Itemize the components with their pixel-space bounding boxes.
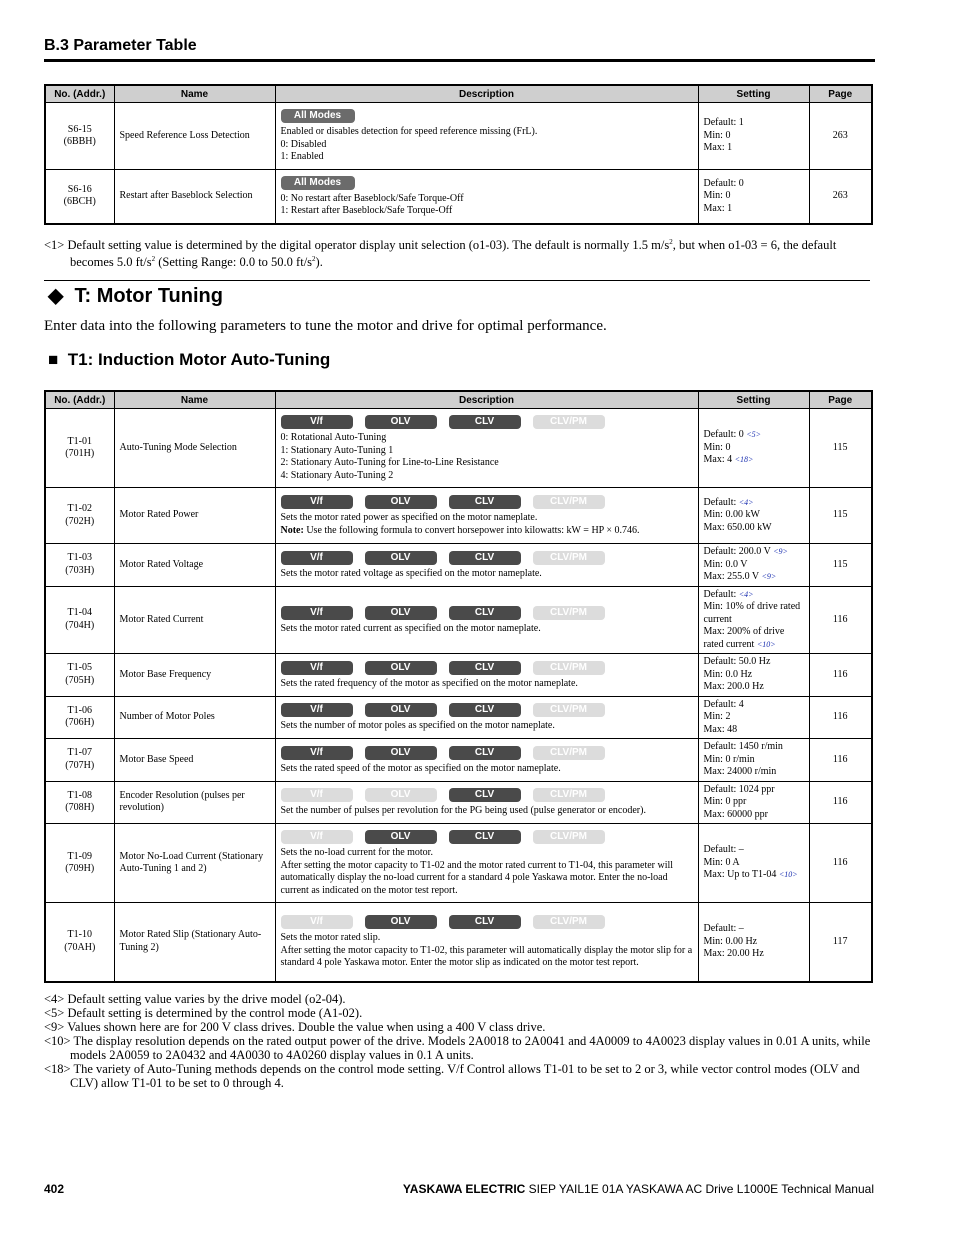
header-description: Description [275, 391, 698, 409]
setting-text: Default: – [703, 923, 744, 934]
param-number-cell [45, 488, 114, 544]
control-mode-badges [281, 415, 693, 429]
mode-badge-clv: CLV [449, 915, 521, 929]
control-mode-badges [281, 703, 693, 717]
param-number: T1-03 [67, 552, 92, 564]
header-page: Page [809, 391, 872, 409]
setting-text: Max: Up to T1-04 [703, 869, 779, 881]
setting-text: Min: 10% of drive rated current [703, 601, 801, 625]
param-setting [698, 696, 809, 739]
param-address: (707H) [65, 759, 95, 771]
mode-badge-clv: CLV [449, 830, 521, 844]
footnote-1-mid2: (Setting Range: 0.0 to 50.0 ft/s [155, 255, 313, 270]
mode-badge-olv: OLV [365, 915, 437, 929]
description-line: 0: Disabled [280, 138, 327, 150]
mode-badge-v-f: V/f [281, 830, 353, 844]
setting-line [704, 429, 804, 442]
superscript: 2 [151, 255, 156, 264]
param-description [275, 409, 698, 488]
header-name: Name [114, 391, 275, 409]
square-bullet-icon: ■ [48, 350, 59, 369]
control-mode-badges [281, 606, 693, 620]
description-line: 1: Restart after Baseblock/Safe Torque-Off [280, 205, 453, 217]
param-description [275, 544, 698, 587]
footnote: <9> Values shown here are for 200 V class drives. Double the value when using a 400 V class drive. [44, 1020, 546, 1034]
param-number-cell [45, 170, 114, 224]
divider [44, 280, 870, 281]
description-line: Set the number of pulses per revolution for the PG being used (pulse generator or encoder). [280, 805, 646, 816]
param-setting [698, 170, 809, 224]
param-number: T1-04 [67, 607, 92, 619]
intro-text: Enter data into the following parameters to tune the motor and drive for optimal performance. [44, 318, 607, 334]
param-page: 116 [809, 739, 872, 782]
diamond-icon: ◆ [48, 285, 64, 307]
setting-line [704, 601, 804, 626]
setting-text: Min: 0.0 Hz [703, 668, 753, 680]
param-number-cell [45, 903, 114, 982]
param-address: (703H) [65, 564, 95, 576]
mode-badge-v-f: V/f [281, 661, 353, 675]
setting-line [704, 656, 804, 669]
param-setting [698, 409, 809, 488]
setting-text: Min: 0 r/min [703, 753, 755, 765]
setting-text: Max: 4 [703, 454, 735, 466]
section-title: B.3 Parameter Table [44, 37, 197, 54]
control-mode-badges [281, 915, 693, 929]
param-description [275, 696, 698, 739]
param-setting [698, 903, 809, 982]
mode-badge-v-f: V/f [281, 495, 353, 509]
param-name: Speed Reference Loss Detection [114, 103, 275, 170]
table-row [45, 739, 872, 782]
description-line: 0: No restart after Baseblock/Safe Torque-Off [280, 192, 464, 204]
setting-line [704, 509, 804, 522]
footnote-ref: <9> [761, 572, 777, 581]
table-row [45, 488, 872, 544]
param-description [275, 170, 698, 224]
param-number: T1-06 [67, 704, 92, 716]
control-mode-badges [281, 746, 693, 760]
footer-doc: SIEP YAIL1E 01A YASKAWA AC Drive L1000E Technical Manual [525, 1182, 874, 1196]
setting-line [704, 711, 804, 724]
mode-badge-clv-pm: CLV/PM [533, 606, 605, 620]
mode-badge-clv: CLV [449, 495, 521, 509]
setting-line [704, 724, 804, 737]
mode-badge-clv-pm: CLV/PM [533, 746, 605, 760]
footnote-ref: <4> [738, 589, 754, 599]
setting-line [704, 571, 804, 584]
param-name: Motor Base Frequency [114, 654, 275, 697]
header-setting: Setting [698, 85, 809, 103]
footnote-ref: <10> [778, 870, 798, 880]
param-page: 116 [809, 586, 872, 654]
param-setting [698, 824, 809, 903]
t1-subsection-heading [48, 350, 330, 370]
description-line: Sets the motor rated voltage as specified on the motor nameplate. [280, 567, 542, 579]
param-number: T1-05 [67, 662, 92, 674]
mode-badge-clv-pm: CLV/PM [533, 661, 605, 675]
param-description [275, 739, 698, 782]
footnote-ref: <5> [746, 430, 762, 440]
footnote-1-end: ). [315, 255, 323, 270]
mode-badge-olv: OLV [365, 788, 437, 802]
mode-badge-clv: CLV [449, 661, 521, 675]
param-name: Restart after Baseblock Selection [114, 170, 275, 224]
description-line: Sets the motor rated power as specified on the motor nameplate. [280, 512, 538, 523]
param-page: 117 [809, 903, 872, 982]
setting-text: Default: 0 [703, 429, 747, 441]
t-section-heading [48, 283, 223, 308]
setting-text: Default: [703, 496, 739, 508]
setting-line [704, 869, 804, 882]
setting-line [704, 784, 804, 797]
setting-text: Min: 0.0 V [703, 558, 748, 570]
setting-line [704, 699, 804, 712]
mode-badge-olv: OLV [365, 661, 437, 675]
param-description [275, 586, 698, 654]
mode-badge-clv-pm: CLV/PM [533, 415, 605, 429]
param-setting [698, 654, 809, 697]
param-address: (70AH) [64, 941, 96, 953]
footnotes [44, 992, 874, 1090]
header-description: Description [275, 85, 698, 103]
param-number: T1-10 [67, 929, 92, 941]
setting-line [704, 454, 804, 467]
param-setting [698, 739, 809, 782]
page-number: 402 [44, 1182, 65, 1196]
description-line: After setting the motor capacity to T1-02 and the motor rated current to T1-04, this parameter will automatically display the no-load current for a standard 4 pole Yaskawa motor. Enter the no-load current as indicated on the motor test report. [280, 859, 674, 896]
mode-badge-v-f: V/f [281, 788, 353, 802]
param-number: T1-07 [67, 747, 92, 759]
param-setting [698, 544, 809, 587]
description-note [281, 525, 693, 538]
setting-line: Max: 1 [703, 202, 733, 214]
param-name: Motor No-Load Current (Stationary Auto-Tuning 1 and 2) [114, 824, 275, 903]
param-address: (704H) [65, 619, 95, 631]
mode-badge-clv: CLV [449, 415, 521, 429]
setting-line [704, 589, 804, 602]
setting-line [704, 522, 804, 535]
param-setting [698, 586, 809, 654]
param-page: 116 [809, 781, 872, 824]
setting-line [704, 497, 804, 510]
param-number-cell [45, 586, 114, 654]
description-line: Sets the no-load current for the motor. [280, 847, 433, 858]
table-row [45, 654, 872, 697]
control-mode-badges [281, 830, 693, 844]
setting-text: Max: 255.0 V [703, 571, 762, 582]
note-label: Note: [280, 524, 304, 536]
param-description [275, 824, 698, 903]
param-page: 116 [809, 654, 872, 697]
table-row [45, 824, 872, 903]
setting-line: Default: 0 [703, 177, 744, 189]
setting-text: Default: 1024 ppr [703, 783, 775, 795]
description-line: Sets the rated frequency of the motor as specified on the motor nameplate. [280, 677, 578, 689]
control-mode-badges [281, 551, 693, 565]
footnote-ref: <18> [734, 455, 754, 465]
setting-text: Default: 200.0 V [703, 546, 774, 557]
setting-text: Min: 2 [703, 711, 731, 722]
setting-line [704, 559, 804, 572]
param-description [275, 103, 698, 170]
mode-badge-clv-pm: CLV/PM [533, 703, 605, 717]
param-page: 263 [809, 170, 872, 224]
t1-subsection-title: T1: Induction Motor Auto-Tuning [67, 350, 331, 369]
table-row [45, 903, 872, 982]
param-number: T1-08 [67, 789, 92, 801]
header-name: Name [114, 85, 275, 103]
mode-badge-clv: CLV [449, 788, 521, 802]
setting-line [704, 766, 804, 779]
all-modes-badge: All Modes [281, 176, 355, 190]
setting-text: Default: – [703, 844, 744, 856]
mode-badge-olv: OLV [365, 551, 437, 565]
mode-badge-clv-pm: CLV/PM [533, 788, 605, 802]
header-no: No. (Addr.) [45, 391, 114, 409]
description-line: 1: Enabled [280, 151, 324, 163]
header-no: No. (Addr.) [45, 85, 114, 103]
param-address: (702H) [65, 515, 95, 527]
footnote-1 [44, 235, 874, 269]
setting-line [704, 442, 804, 455]
param-description [275, 903, 698, 982]
param-page: 116 [809, 824, 872, 903]
footnote-1-prefix: <1> Default setting value is determined by the digital operator display unit selection (o1-03). The default is normally 1.5 m/s [44, 238, 670, 253]
setting-text: Max: 20.00 Hz [703, 948, 764, 959]
footer-text [403, 1182, 874, 1196]
setting-text: Default: [703, 588, 739, 600]
description-line: After setting the motor capacity to T1-02, this parameter will automatically display the motor slip for a standard 4 pole Yaskawa motor. Enter the motor slip as indicated on the motor test report. [280, 944, 693, 968]
mode-badge-clv: CLV [449, 746, 521, 760]
setting-text: Min: 0 [703, 441, 731, 453]
mode-badge-v-f: V/f [281, 915, 353, 929]
mode-badge-olv: OLV [365, 495, 437, 509]
param-page: 263 [809, 103, 872, 170]
setting-line [704, 844, 804, 857]
control-mode-badges [281, 495, 693, 509]
table-header-row [45, 85, 872, 103]
mode-badge-olv: OLV [365, 830, 437, 844]
table-row [45, 586, 872, 654]
param-number: S6-15 [67, 123, 92, 135]
setting-text: Default: 50.0 Hz [703, 656, 771, 667]
param-page: 115 [809, 488, 872, 544]
superscript: 2 [669, 238, 673, 246]
footnote-ref: <10> [756, 639, 776, 649]
param-name: Encoder Resolution (pulses per revolution) [114, 781, 275, 824]
param-name: Motor Base Speed [114, 739, 275, 782]
setting-line [704, 626, 804, 651]
setting-line [704, 546, 804, 559]
footnote: <18> The variety of Auto-Tuning methods depends on the control mode setting. V/f Control allows T1-01 to be set to 2 or 3, while vector control modes (OLV and CLV) allow T1-01 to be set to 0 through 4. [44, 1062, 860, 1090]
setting-line [704, 923, 804, 936]
setting-line [704, 936, 804, 949]
description-line: 1: Stationary Auto-Tuning 1 [280, 444, 394, 456]
param-number-cell [45, 103, 114, 170]
setting-text: Max: 200% of drive rated current [703, 626, 785, 650]
param-address: (705H) [65, 674, 95, 686]
table-row [45, 544, 872, 587]
mode-badge-v-f: V/f [281, 703, 353, 717]
param-setting [698, 488, 809, 544]
footnote: <4> Default setting value varies by the drive model (o2-04). [44, 992, 346, 1006]
param-page: 115 [809, 409, 872, 488]
description-line: Sets the number of motor poles as specified on the motor nameplate. [280, 720, 555, 731]
description-line: Enabled or disables detection for speed reference missing (FrL). [280, 126, 538, 138]
control-mode-badges [281, 661, 693, 675]
setting-line [704, 754, 804, 767]
setting-line [704, 681, 804, 694]
setting-text: Max: 48 [703, 723, 738, 735]
setting-line [704, 809, 804, 822]
description-line: 2: Stationary Auto-Tuning for Line-to-Line Resistance [280, 457, 499, 468]
param-number: S6-16 [67, 183, 92, 195]
param-name: Motor Rated Power [114, 488, 275, 544]
param-description [275, 488, 698, 544]
footnote: <5> Default setting is determined by the control mode (A1-02). [44, 1006, 363, 1020]
setting-text: Max: 24000 r/min [703, 766, 777, 777]
setting-text: Max: 200.0 Hz [703, 681, 764, 692]
setting-text: Min: 0 ppr [703, 796, 747, 807]
mode-badge-v-f: V/f [281, 746, 353, 760]
param-description [275, 654, 698, 697]
setting-line [704, 741, 804, 754]
description-line: Sets the motor rated current as specified on the motor nameplate. [280, 622, 541, 634]
table-row [45, 409, 872, 488]
section-rule [44, 59, 875, 62]
setting-line [704, 669, 804, 682]
param-number-cell [45, 824, 114, 903]
param-number: T1-09 [67, 850, 92, 862]
setting-text: Min: 0.00 kW [703, 509, 760, 521]
footnote-ref: <4> [738, 497, 754, 507]
mode-badge-v-f: V/f [281, 415, 353, 429]
footer-brand: YASKAWA ELECTRIC [402, 1182, 526, 1196]
description-line: 0: Rotational Auto-Tuning [280, 432, 387, 443]
param-address: (701H) [65, 448, 95, 459]
mode-badge-clv: CLV [449, 703, 521, 717]
setting-line [704, 948, 804, 961]
setting-text: Default: 1450 r/min [703, 741, 783, 752]
setting-line: Default: 1 [703, 117, 744, 129]
param-number: T1-02 [67, 503, 92, 514]
param-name: Number of Motor Poles [114, 696, 275, 739]
description-line: Sets the rated speed of the motor as specified on the motor nameplate. [280, 762, 561, 774]
setting-line: Min: 0 [703, 190, 731, 201]
all-modes-badge: All Modes [281, 109, 355, 123]
setting-text: Default: 4 [703, 698, 744, 710]
param-page: 116 [809, 696, 872, 739]
description-line: Sets the motor rated slip. [280, 932, 381, 943]
param-number-cell [45, 409, 114, 488]
mode-badge-clv-pm: CLV/PM [533, 915, 605, 929]
param-address: (706H) [65, 717, 95, 729]
param-address: (6BBH) [63, 136, 96, 147]
param-name: Motor Rated Voltage [114, 544, 275, 587]
table-row [45, 170, 872, 224]
note-text: Use the following formula to convert horsepower into kilowatts: kW = HP × 0.746. [303, 524, 640, 536]
mode-badge-olv: OLV [365, 606, 437, 620]
param-number-cell [45, 654, 114, 697]
param-setting [698, 103, 809, 170]
param-name: Motor Rated Current [114, 586, 275, 654]
param-number-cell [45, 739, 114, 782]
param-page: 115 [809, 544, 872, 587]
param-address: (708H) [65, 802, 95, 814]
t-section-title: T: Motor Tuning [74, 285, 223, 307]
setting-text: Max: 60000 ppr [703, 808, 768, 820]
setting-line: Max: 1 [703, 142, 733, 154]
setting-line [704, 796, 804, 809]
t1-parameter-table [44, 390, 873, 983]
setting-line: Min: 0 [703, 129, 731, 141]
footnote-1-mid: , but when o1-03 = 6, the default becomes 5.0 ft/s [70, 238, 837, 270]
param-number: T1-01 [67, 435, 92, 447]
mode-badge-clv-pm: CLV/PM [533, 495, 605, 509]
table-row [45, 103, 872, 170]
header-page: Page [809, 85, 872, 103]
mode-badge-v-f: V/f [281, 551, 353, 565]
mode-badge-olv: OLV [365, 415, 437, 429]
param-number-cell [45, 544, 114, 587]
description-line: 4: Stationary Auto-Tuning 2 [280, 469, 394, 481]
control-mode-badges [281, 788, 693, 802]
table-header-row [45, 391, 872, 409]
setting-text: Max: 650.00 kW [703, 521, 772, 533]
setting-line [704, 857, 804, 870]
param-address: (6BCH) [63, 196, 96, 208]
mode-badge-olv: OLV [365, 746, 437, 760]
mode-badge-clv: CLV [449, 606, 521, 620]
superscript: 2 [312, 255, 316, 264]
table-row [45, 781, 872, 824]
mode-badge-v-f: V/f [281, 606, 353, 620]
param-name: Motor Rated Slip (Stationary Auto-Tuning 2) [114, 903, 275, 982]
mode-badge-clv-pm: CLV/PM [533, 830, 605, 844]
table-row [45, 696, 872, 739]
mode-badge-olv: OLV [365, 703, 437, 717]
s6-parameter-table [44, 84, 873, 225]
mode-badge-clv: CLV [449, 551, 521, 565]
mode-badge-clv-pm: CLV/PM [533, 551, 605, 565]
param-name: Auto-Tuning Mode Selection [114, 409, 275, 488]
param-number-cell [45, 781, 114, 824]
param-description [275, 781, 698, 824]
footnote-ref: <9> [773, 547, 788, 556]
param-number-cell [45, 696, 114, 739]
header-setting: Setting [698, 391, 809, 409]
param-address: (709H) [65, 863, 95, 874]
setting-text: Min: 0.00 Hz [703, 935, 758, 947]
param-setting [698, 781, 809, 824]
setting-text: Min: 0 A [703, 856, 740, 868]
footnote: <10> The display resolution depends on the rated output power of the drive. Models 2A0018 to 2A0041 and 4A0009 to 4A0023 display values in 0.01 A units, while models 2A0059 to 2A0432 and 4A0030 to 4A0260 display values in 0.1 A units. [44, 1034, 871, 1062]
